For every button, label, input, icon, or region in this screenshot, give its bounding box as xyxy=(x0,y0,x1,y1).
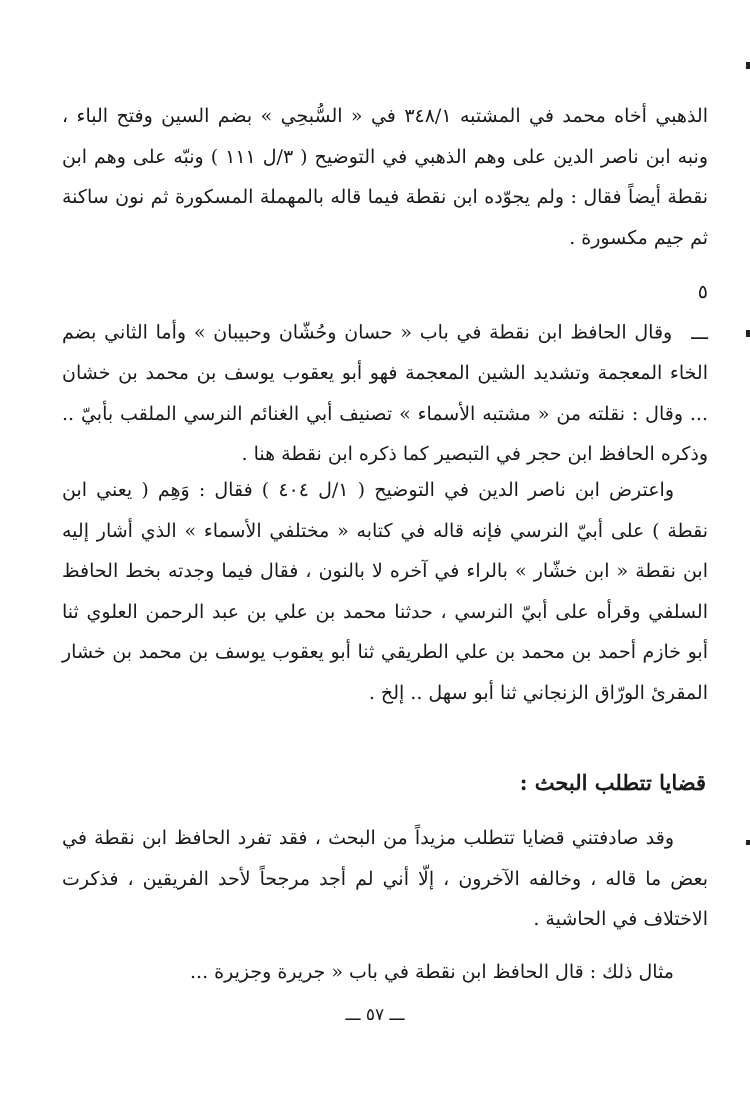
paragraph-body xyxy=(62,272,708,475)
paragraph-objection xyxy=(62,470,708,713)
paragraph-text: وقد صادفتني قضايا تتطلب مزيداً من البحث ، فقد تفرد الحافظ ابن نقطة في بعض ما قاله ، وخالفه الآخرون ، إلّا أني لم أجد مرجحاً لأحد الفريقين ، فذكرت الاختلاف في الحاشية . xyxy=(62,827,708,930)
paragraph-text: الذهبي أخاه محمد في المشتبه ٣٤٨/١ في « السُّبحِي » بضم السين وفتح الباء ، ونبه ابن ناصر الدين على وهم الذهبي في التوضيح ( ٣/ل ١١١ ) ونبّه على وهم ابن نقطة أيضاً فقال : ولم يجوّده ابن نقطة فيما قاله بالمهملة المسكورة ثم نون ساكنة ثم جيم مكسورة . xyxy=(62,105,709,249)
paragraph-text: وقال الحافظ ابن نقطة في باب « حسان وحُشّان وحبيبان » وأما الثاني بضم الخاء المعجمة وتشديد الشين المعجمة فهو أبو يعقوب يوسف بن محمد بن خشان ... وقال : نقلته من « مشتبه الأسماء » تصنيف أبي الغنائم النرسي الملقب بأبيّ .. وذكره الحافظ ابن حجر في التبصير كما ذكره ابن نقطة هنا . xyxy=(62,321,708,465)
section-heading: قضايا تتطلب البحث : xyxy=(519,770,706,795)
scan-edge-mark xyxy=(746,330,750,337)
numbered-paragraph xyxy=(62,272,708,475)
paragraph-text: واعترض ابن ناصر الدين في التوضيح ( ١/ل ٤٠٤ ) فقال : وَهِم ( يعني ابن نقطة ) على أبيّ النرسي فإنه قاله في كتابه « مختلفي الأسماء » الذي أشار إليه ابن نقطة « ابن خشّار » بالراء في آخره لا بالنون ، فقال فيما وجدته بخط الحافظ السلفي وقرأه على أبيّ النرسي ، حدثنا محمد بن علي بن عبد الرحمن العلوي ثنا أبو خازم أحمد بن محمد بن علي الطريقي ثنا أبو يعقوب يوسف بن محمد بن خشار المقرئ الورّاق الزنجاني ثنا أبو سهل .. إلخ . xyxy=(62,479,708,704)
paragraph-intro xyxy=(62,818,708,940)
item-number: ٥ ـــ xyxy=(691,281,708,344)
paragraph-continuation xyxy=(62,96,708,258)
page-number: ـــ ٥٧ ـــ xyxy=(345,1005,405,1025)
paragraph-example xyxy=(62,952,708,993)
scan-edge-mark xyxy=(746,840,750,845)
paragraph-text: مثال ذلك : قال الحافظ ابن نقطة في باب « جريرة وجزيرة ... xyxy=(190,961,674,983)
scan-edge-mark xyxy=(746,62,750,69)
